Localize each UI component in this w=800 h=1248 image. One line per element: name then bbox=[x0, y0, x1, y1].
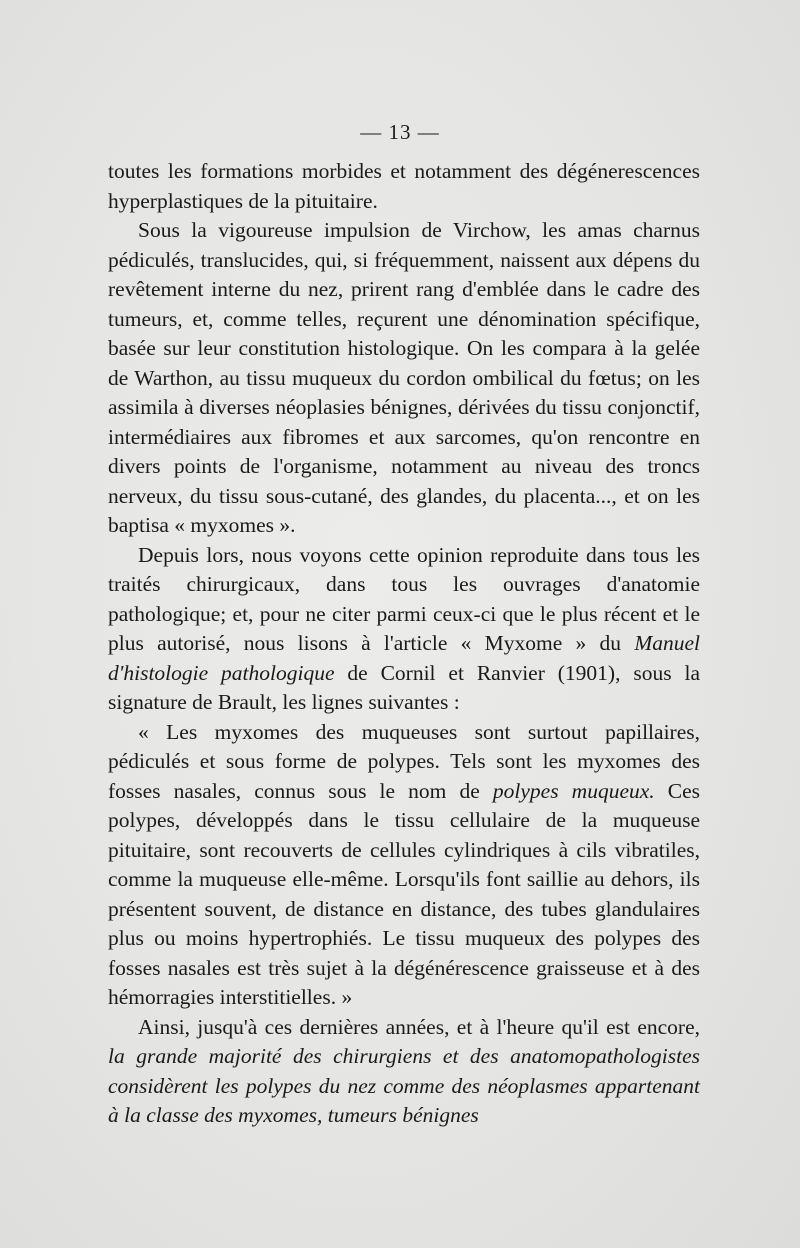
body-text bbox=[108, 157, 700, 1131]
book-title: Manuel d'histologie pathologique bbox=[108, 631, 700, 685]
paragraph-text: Depuis lors, nous voyons cette opinion reproduite dans tous les traités chirurgicaux, dans tous les ouvrages d'anatomie pathologique; et, pour ne citer parmi ceux-ci que le plus récent et le plus autorisé, nous lisons à l'article « Myxome » du bbox=[108, 542, 700, 655]
paragraph-text: de Cornil et Ranvier (1901), sous la signature de Brault, les lignes suivantes : bbox=[108, 660, 700, 714]
page-number: — 13 — bbox=[360, 120, 440, 144]
paragraph-depuis-lors bbox=[108, 541, 700, 718]
emphasized-conclusion: la grande majorité des chirurgiens et des anatomopathologistes considèrent les polypes du nez comme des néoplasmes appartenant à la classe des myxomes, tumeurs bénignes bbox=[108, 1044, 700, 1127]
emphasized-term: polypes muqueux. bbox=[492, 778, 655, 803]
quotation-text: Ces polypes, développés dans le tissu cellulaire de la muqueuse pituitaire, sont recouverts de cellules cylindriques à cils vibratiles, comme la muqueuse elle-même. Lorsqu'ils font saillie au dehors, ils présentent souvent, de distance en distance, des tubes glandulaires plus ou moins hypertrophiés. Le tissu muqueux des polypes des fosses nasales est très sujet à la dégénérescence graisseuse et à des hémorragies interstitielles. » bbox=[108, 778, 701, 1009]
paragraph-text: Ainsi, jusqu'à ces dernières années, et à l'heure qu'il est encore, bbox=[138, 1014, 700, 1039]
quotation-text: « Les myxomes des muqueuses sont surtout papillaires, pédiculés et sous forme de polypes. Tels sont les myxomes des fosses nasales, connus sous le nom de bbox=[108, 719, 700, 803]
paragraph-ainsi bbox=[108, 1013, 700, 1131]
paragraph-virchow: Sous la vigoureuse impulsion de Virchow, les amas charnus pédiculés, translucides, qui, si fréquemment, naissent aux dépens du revêtement interne du nez, prirent rang d'emblée dans le cadre des tumeurs, et, comme telles, reçurent une dénomination spécifique, basée sur leur constitution histologique. On les compara à la gelée de Warthon, au tissu muqueux du cordon ombilical du fœtus; on les assimila à diverses néoplasies bénignes, dérivées du tissu conjonctif, intermédiaires aux fibromes et aux sarcomes, qu'on rencontre en divers points de l'organisme, notamment au niveau des troncs nerveux, du tissu sous-cutané, des glandes, du placenta..., et on les baptisa « myxomes ». bbox=[108, 218, 700, 537]
quotation-paragraph bbox=[108, 718, 700, 1013]
paragraph-continuation: toutes les formations morbides et notamment des dégénerescences hyperplastiques de la pituitaire. bbox=[108, 159, 700, 213]
